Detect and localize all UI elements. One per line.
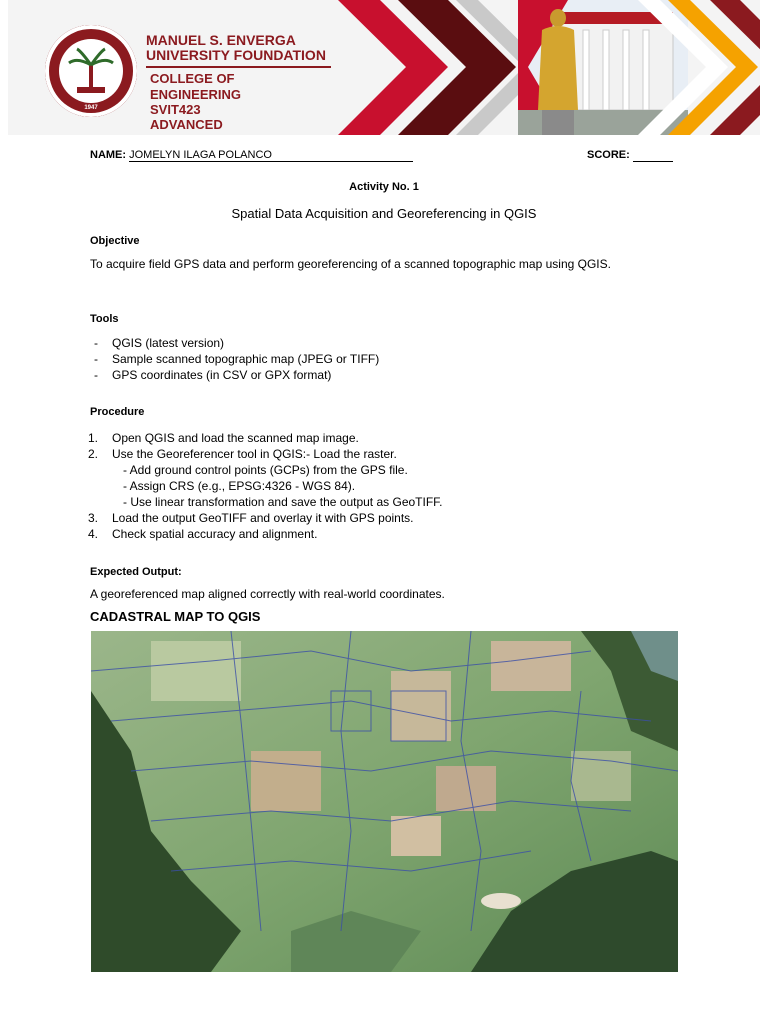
seal-year: 1947 [84,105,98,111]
objective-heading: Objective [90,235,140,247]
list-item: 4. Check spatial accuracy and alignment. [88,527,318,541]
score-line [587,149,673,162]
name-label: NAME: [90,149,127,161]
university-name-line2: UNIVERSITY FOUNDATION [146,47,326,63]
activity-number: Activity No. 1 [349,181,419,193]
cadastral-map-image [91,631,678,972]
procedure-heading: Procedure [90,406,145,418]
course-level: ADVANCED [150,117,223,132]
header-banner [8,0,760,135]
list-item: 1. Open QGIS and load the scanned map image. [88,431,359,445]
palm-tree-icon [59,39,123,103]
list-item: - GPS coordinates (in CSV or GPX format) [112,367,379,383]
college-line2: ENGINEERING [150,87,242,102]
list-item: - Sample scanned topographic map (JPEG or TIFF) [112,351,379,367]
list-item: - QGIS (latest version) [112,335,379,351]
list-item: - Use linear transformation and save the output as GeoTIFF. [123,495,443,509]
expected-text: A georeferenced map aligned correctly with real-world coordinates. [90,587,445,601]
header-divider [146,66,331,68]
map-section-heading: CADASTRAL MAP TO QGIS [90,609,261,624]
tools-list [112,335,379,383]
list-item: 2. Use the Georeferencer tool in QGIS:- Load the raster. [88,447,397,461]
university-name-line1: MANUEL S. ENVERGA [146,32,296,48]
list-item: - Assign CRS (e.g., EPSG:4326 - WGS 84). [123,479,356,493]
name-value: JOMELYN ILAGA POLANCO [129,149,272,161]
statue-image [528,0,588,135]
tools-heading: Tools [90,313,119,325]
expected-heading: Expected Output: [90,566,182,578]
course-code: SVIT423 [150,102,201,117]
list-item: - Add ground control points (GCPs) from the GPS file. [123,463,408,477]
procedure-list [88,430,443,542]
college-line1: COLLEGE OF [150,71,235,86]
name-line [90,149,413,162]
activity-title: Spatial Data Acquisition and Georeferencing in QGIS [231,206,537,221]
objective-text: To acquire field GPS data and perform georeferencing of a scanned topographic map using QGIS. [90,257,611,271]
university-seal [45,25,137,117]
score-field[interactable] [633,149,673,162]
name-field[interactable] [129,149,413,162]
score-label: SCORE: [587,149,630,161]
list-item: 3. Load the output GeoTIFF and overlay it with GPS points. [88,511,414,525]
